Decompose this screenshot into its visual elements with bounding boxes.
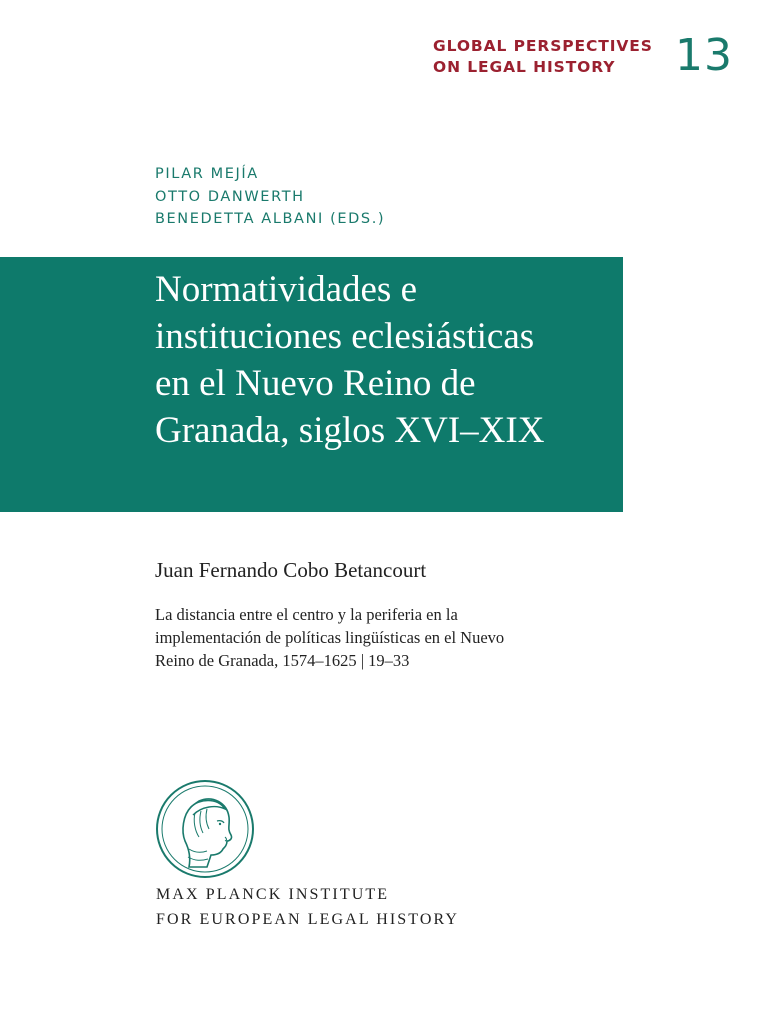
article-title-line: La distancia entre el centro y la periferia en la bbox=[155, 605, 458, 624]
article-title-line: Reino de Granada, 1574–1625 | 19–33 bbox=[155, 651, 410, 670]
series-title-line-2: ON LEGAL HISTORY bbox=[433, 58, 616, 76]
series-title-line-1: GLOBAL PERSPECTIVES bbox=[433, 37, 653, 55]
publisher-name-line-1: MAX PLANCK INSTITUTE bbox=[156, 886, 390, 903]
book-title-line: Normatividades e bbox=[155, 269, 417, 310]
series-number: 13 bbox=[675, 30, 733, 81]
article-title bbox=[155, 603, 504, 672]
article-author: Juan Fernando Cobo Betancourt bbox=[155, 558, 427, 582]
editor-name: PILAR MEJÍA bbox=[155, 166, 259, 182]
article-title-line: implementación de políticas lingüísticas en el Nuevo bbox=[155, 628, 505, 647]
editor-name: OTTO DANWERTH bbox=[155, 188, 305, 205]
editor-name: BENEDETTA ALBANI (EDS.) bbox=[155, 211, 386, 227]
book-title-line: instituciones eclesiásticas bbox=[155, 316, 535, 357]
book-title bbox=[155, 266, 615, 454]
book-title-line: Granada, siglos XVI–XIX bbox=[155, 410, 545, 451]
book-title-line: en el Nuevo Reino de bbox=[155, 363, 476, 404]
editors-list bbox=[155, 163, 385, 231]
publisher-name bbox=[156, 882, 459, 932]
minerva-seal-icon bbox=[155, 779, 255, 879]
series-title bbox=[433, 36, 653, 78]
publisher-name-line-2: FOR EUROPEAN LEGAL HISTORY bbox=[156, 911, 460, 928]
